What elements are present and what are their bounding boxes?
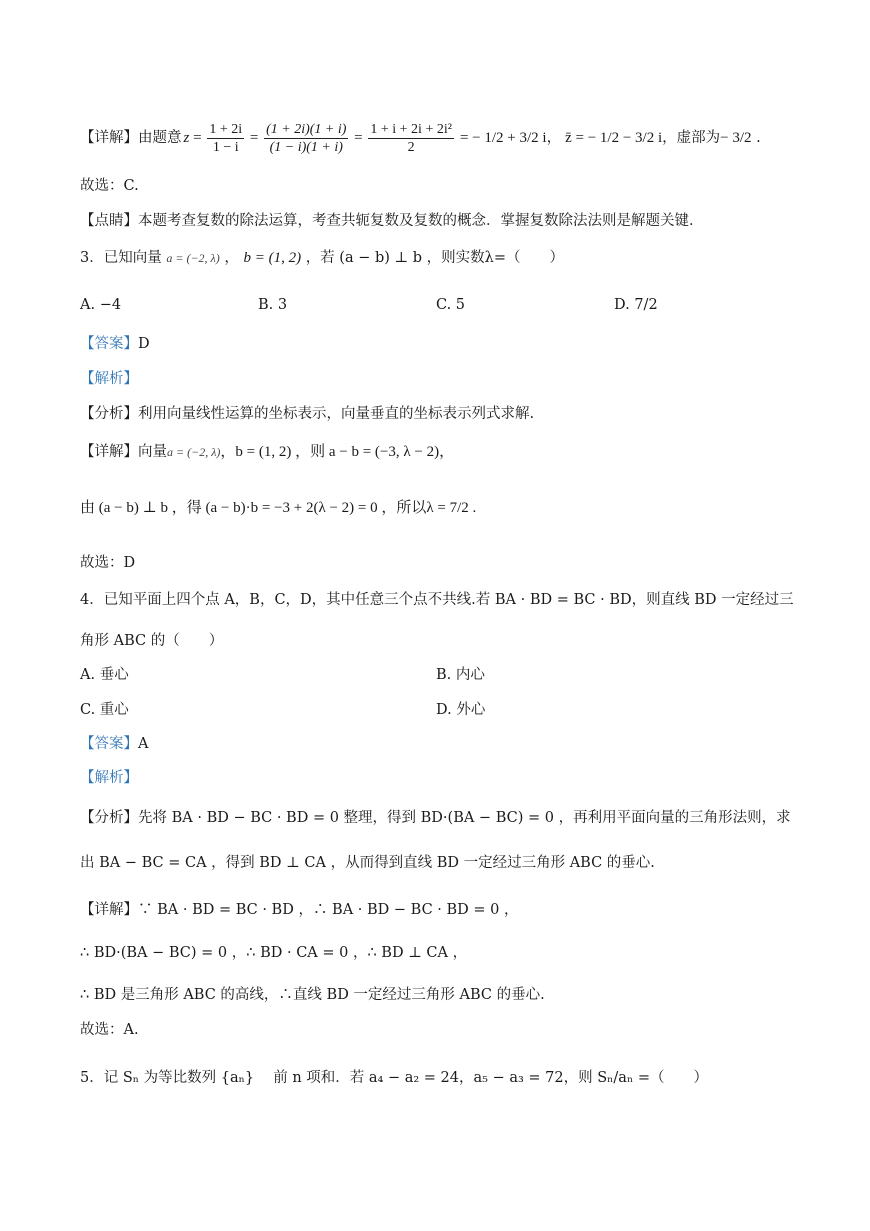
q3-answer bbox=[80, 334, 150, 354]
answer-value: A bbox=[138, 736, 149, 752]
fenxi-tag: 【分析】 bbox=[80, 406, 138, 422]
q3-vec-b: b = (1, 2) bbox=[243, 250, 302, 266]
imag-part-label: 虚部为 bbox=[676, 130, 721, 146]
detail-tag: 【详解】 bbox=[80, 444, 138, 460]
q3-vec-a-inline: a = (−2, λ) bbox=[167, 445, 221, 459]
q3-option-c: C. 5 bbox=[436, 297, 466, 313]
fenxi-text-1: 先将 BA · BD − BC · BD = 0 整理，得到 BD·(BA − BC) = 0 ，再利用平面向量的三角形法则，求 bbox=[138, 810, 791, 826]
answer-value: D bbox=[138, 336, 150, 352]
q3-detail-1: 【详解】向量a = (−2, λ)，b = (1, 2) ，则 a − b = (−3, λ − 2)， bbox=[80, 444, 455, 460]
q3-detail-2: 由 (a − b) ⊥ b ，得 (a − b)·b = −3 + 2(λ − 2) = 0 ，所以λ = 7/2 . bbox=[80, 500, 477, 516]
q3-stem: 3．已知向量 a = (−2, λ) ， b = (1, 2) ，若 (a − b) ⊥ b ，则实数λ=（ ） bbox=[80, 250, 564, 266]
detail-text-1: ∵ BA · BD = BC · BD ，∴ BA · BD − BC · BD = 0 ， bbox=[138, 902, 519, 918]
z-conjugate: z̄ = − 1/2 − 3/2 i bbox=[565, 130, 663, 146]
imag-part-value: − 3/2 bbox=[720, 130, 752, 146]
detail-tag: 【详解】 bbox=[80, 902, 138, 918]
z-symbol: z bbox=[183, 130, 190, 146]
detail-tag: 【详解】 bbox=[80, 130, 138, 146]
fraction-2: $\frac{(1 + 2i)(1 + i)}{(1 - i)(1 + i)}$ bbox=[266, 121, 347, 155]
q4-stem-2: 角形 ABC 的（ ） bbox=[80, 633, 224, 649]
q4-option-d: D. 外心 bbox=[436, 702, 486, 718]
q4-option-a: A. 垂心 bbox=[80, 667, 129, 683]
q3-stem-lead: 3．已知向量 bbox=[80, 250, 162, 266]
q2-comment bbox=[80, 211, 704, 231]
fraction-3: $\frac{\text{1 + i + 2i + 2i²}}{2}$ bbox=[370, 121, 452, 155]
q4-choice: 故选：A. bbox=[80, 1022, 139, 1038]
q4-option-b: B. 内心 bbox=[436, 667, 485, 683]
fenxi-text: 利用向量线性运算的坐标表示，向量垂直的坐标表示列式求解. bbox=[138, 406, 535, 422]
q4-detail-2: ∴ BD·(BA − BC) = 0 ，∴ BD · CA = 0 ，∴ BD ⊥ CA ， bbox=[80, 945, 468, 961]
q3-condition: ，若 (a − b) ⊥ b ，则实数λ=（ ） bbox=[305, 250, 564, 266]
z-result: = − 1/2 + 3/2 i bbox=[459, 130, 547, 146]
q2-choice: 故选：C. bbox=[80, 178, 139, 194]
q4-fenxi-1 bbox=[80, 808, 791, 828]
q3-option-a: A. −4 bbox=[80, 297, 122, 313]
q3-option-b: B. 3 bbox=[258, 297, 288, 313]
comment-tag: 【点睛】 bbox=[80, 213, 138, 229]
fenxi-tag: 【分析】 bbox=[80, 810, 138, 826]
q3-choice: 故选：D bbox=[80, 555, 136, 571]
fraction-1: $\frac{1 + 2i}{1 - i}$ bbox=[209, 121, 243, 155]
q4-detail-1 bbox=[80, 900, 519, 920]
q4-detail-3: ∴ BD 是三角形 ABC 的高线，∴直线 BD 一定经过三角形 ABC 的垂心. bbox=[80, 987, 545, 1003]
q3-fenxi bbox=[80, 404, 534, 424]
q3-option-d: D. 7/2 bbox=[614, 297, 658, 313]
detail-lead: 由题意 bbox=[138, 130, 182, 146]
comment-text: 本题考查复数的除法运算，考查共轭复数及复数的概念．掌握复数除法法则是解题关键． bbox=[138, 213, 704, 229]
answer-tag: 【答案】 bbox=[80, 336, 138, 352]
q4-stem-1: 4．已知平面上四个点 A，B，C，D，其中任意三个点不共线.若 BA · BD = BC · BD，则直线 BD 一定经过三 bbox=[80, 592, 794, 608]
q2-detail-line: 【详解】 由题意 z = $\frac{1 + 2i}{1 - i}$ = $\frac{(1 + 2i)(1 + i)}{(1 - i)(1 + i)}$ = $\frac{\text{1 + i + 2i + 2i²}}{2}$ = − 1/2 + 3/2 i ， z̄ = − 1/2 − 3/2 i ， 虚部为 − 3/2 . bbox=[80, 121, 761, 155]
q4-option-c: C. 重心 bbox=[80, 702, 129, 718]
answer-tag: 【答案】 bbox=[80, 736, 138, 752]
q4-answer bbox=[80, 734, 148, 754]
q4-analysis-tag: 【解析】 bbox=[80, 770, 138, 786]
q3-vec-a: a = (−2, λ) bbox=[166, 251, 220, 265]
q5-stem: 5．记 Sₙ 为等比数列 {aₙ} 前 n 项和．若 a₄ − a₂ = 24，a₅ − a₃ = 72，则 Sₙ/aₙ =（ ） bbox=[80, 1070, 708, 1086]
q4-fenxi-2: 出 BA − BC = CA ，得到 BD ⊥ CA ，从而得到直线 BD 一定经过三角形 ABC 的垂心. bbox=[80, 855, 655, 871]
q3-analysis-tag: 【解析】 bbox=[80, 371, 138, 387]
